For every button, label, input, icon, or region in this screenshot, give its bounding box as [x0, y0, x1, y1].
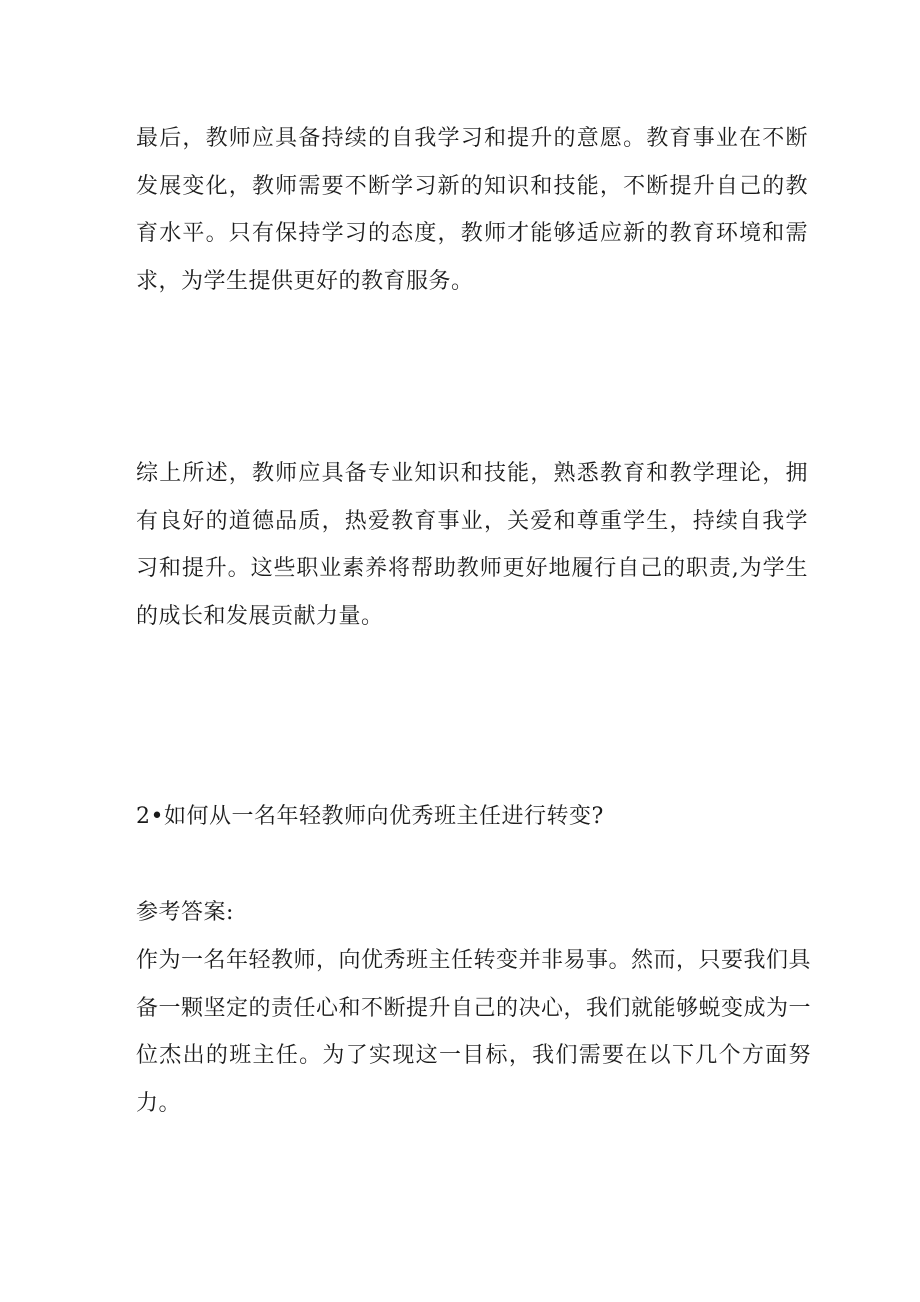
paragraph-summary: 综上所述，教师应具备专业知识和技能，熟悉教育和教学理论，拥有良好的道德品质，热爱教育事业，关爱和尊重学生，持续自我学习和提升。这些职业素养将帮助教师更好地履行自己的职责,为学生的成长和发展贡献力量。: [136, 461, 808, 630]
answer-label: 参考答案:: [136, 900, 234, 925]
paragraph-continuous-learning: 最后，教师应具备持续的自我学习和提升的意愿。教育事业在不断发展变化，教师需要不断学习新的知识和技能，不断提升自己的教育水平。只有保持学习的态度，教师才能够适应新的教育环境和需求，为学生提供更好的教育服务。: [136, 126, 808, 295]
answer-body: 作为一名年轻教师，向优秀班主任转变并非易事。然而，只要我们具备一颗坚定的责任心和不断提升自己的决心，我们就能够蜕变成为一位杰出的班主任。为了实现这一目标，我们需要在以下几个方面努力。: [136, 948, 812, 1117]
question-heading: 2•如何从一名年轻教师向优秀班主任进行转变?: [136, 804, 604, 829]
